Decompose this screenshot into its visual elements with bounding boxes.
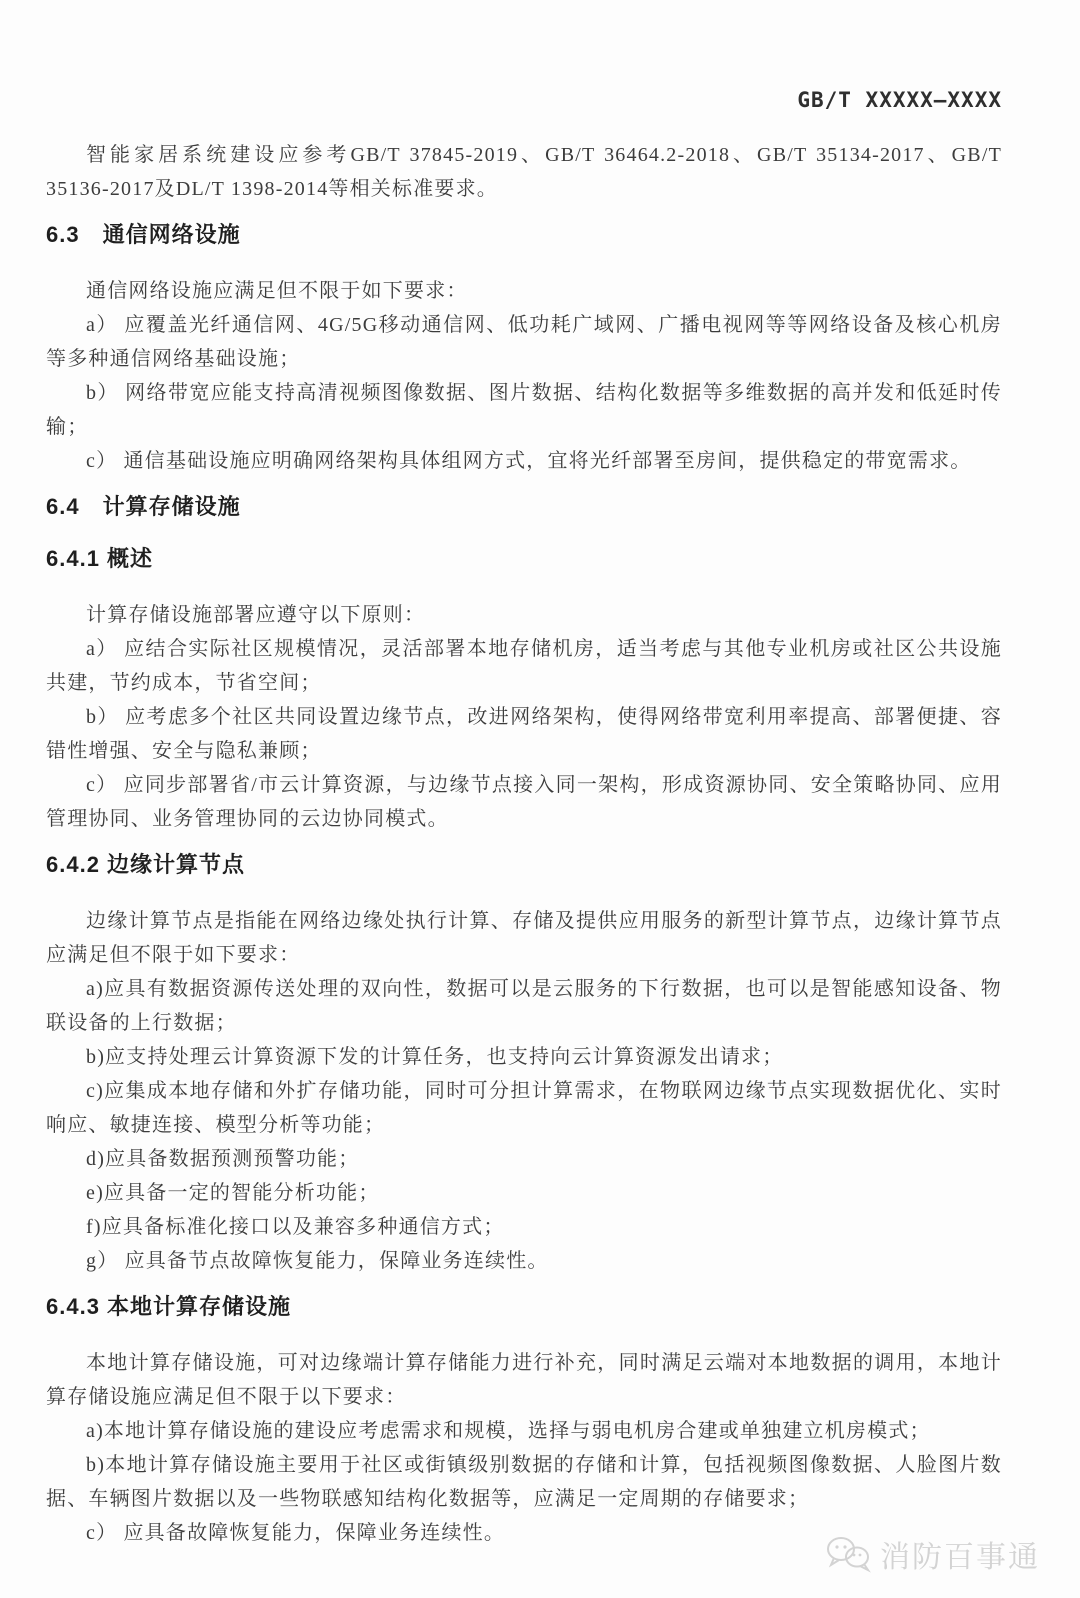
section-6-4-2-item-e: e)应具备一定的智能分析功能； bbox=[86, 1182, 380, 1204]
section-6-4-1-lead: 计算存储设施部署应遵守以下原则： bbox=[86, 604, 426, 626]
section-6-4-2-item-g: g） 应具备节点故障恢复能力，保障业务连续性。 bbox=[86, 1250, 549, 1272]
section-6-3-item-b: b） 网络带宽应能支持高清视频图像数据、图片数据、结构化数据等多维数据的高并发和低延时传输； bbox=[46, 382, 1002, 438]
section-6-4-3-item-b: b)本地计算存储设施主要用于社区或街镇级别数据的存储和计算，包括视频图像数据、人脸图片数据、车辆图片数据以及一些物联感知结构化数据等，应满足一定周期的存储要求； bbox=[46, 1454, 1002, 1510]
section-6-3-item-c: c） 通信基础设施应明确网络架构具体组网方式，宜将光纤部署至房间，提供稳定的带宽需求。 bbox=[86, 450, 972, 472]
section-6-4-2-item-c: c)应集成本地存储和外扩存储功能，同时可分担计算需求，在物联网边缘节点实现数据优化、实时响应、敏捷连接、模型分析等功能； bbox=[46, 1080, 1002, 1136]
intro-paragraph: 智能家居系统建设应参考GB/T 37845-2019、GB/T 36464.2-2018、GB/T 35134-2017、GB/T 35136-2017及DL/T 1398-2014等相关标准要求。 bbox=[46, 144, 1002, 200]
section-6-4-2-item-b: b)应支持处理云计算资源下发的计算任务，也支持向云计算资源发出请求； bbox=[86, 1046, 784, 1068]
section-6-4-1-item-a: a） 应结合实际社区规模情况，灵活部署本地存储机房，适当考虑与其他专业机房或社区公共设施共建，节约成本，节省空间； bbox=[46, 638, 1002, 694]
section-6-4-3-heading: 6.4.3 本地计算存储设施 bbox=[46, 1294, 292, 1319]
section-6-4-1-item-b: b） 应考虑多个社区共同设置边缘节点，改进网络架构，使得网络带宽利用率提高、部署便捷、容错性增强、安全与隐私兼顾； bbox=[46, 706, 1002, 762]
section-6-4-2-item-d: d)应具备数据预测预警功能； bbox=[86, 1148, 360, 1170]
standard-number-header: GB/T XXXXX—XXXX bbox=[797, 88, 1002, 112]
section-6-4-3-item-c: c） 应具备故障恢复能力，保障业务连续性。 bbox=[86, 1522, 506, 1544]
section-6-4-2-heading: 6.4.2 边缘计算节点 bbox=[46, 852, 246, 877]
section-6-4-2-lead: 边缘计算节点是指能在网络边缘处执行计算、存储及提供应用服务的新型计算节点，边缘计算节点应满足但不限于如下要求： bbox=[46, 910, 1002, 966]
section-6-4-1-item-c: c） 应同步部署省/市云计算资源，与边缘节点接入同一架构，形成资源协同、安全策略协同、应用管理协同、业务管理协同的云边协同模式。 bbox=[46, 774, 1002, 830]
section-6-4-1-heading: 6.4.1 概述 bbox=[46, 546, 154, 571]
section-6-4-3-lead: 本地计算存储设施，可对边缘端计算存储能力进行补充，同时满足云端对本地数据的调用，本地计算存储设施应满足但不限于以下要求： bbox=[46, 1352, 1002, 1408]
section-6-4-2-item-f: f)应具备标准化接口以及兼容多种通信方式； bbox=[86, 1216, 505, 1238]
section-6-3-heading: 6.3 通信网络设施 bbox=[46, 222, 241, 247]
wechat-icon bbox=[826, 1535, 872, 1573]
watermark bbox=[826, 1532, 1040, 1576]
section-6-4-2-item-a: a)应具有数据资源传送处理的双向性，数据可以是云服务的下行数据，也可以是智能感知设备、物联设备的上行数据； bbox=[46, 978, 1002, 1034]
watermark-label: 消防百事通 bbox=[880, 1541, 1040, 1574]
section-6-3-lead: 通信网络设施应满足但不限于如下要求： bbox=[86, 280, 468, 302]
section-6-4-heading: 6.4 计算存储设施 bbox=[46, 494, 241, 519]
section-6-4-3-item-a: a)本地计算存储设施的建设应考虑需求和规模，选择与弱电机房合建或单独建立机房模式； bbox=[86, 1420, 931, 1442]
section-6-3-item-a: a） 应覆盖光纤通信网、4G/5G移动通信网、低功耗广域网、广播电视网等等网络设备及核心机房等多种通信网络基础设施； bbox=[46, 314, 1002, 370]
